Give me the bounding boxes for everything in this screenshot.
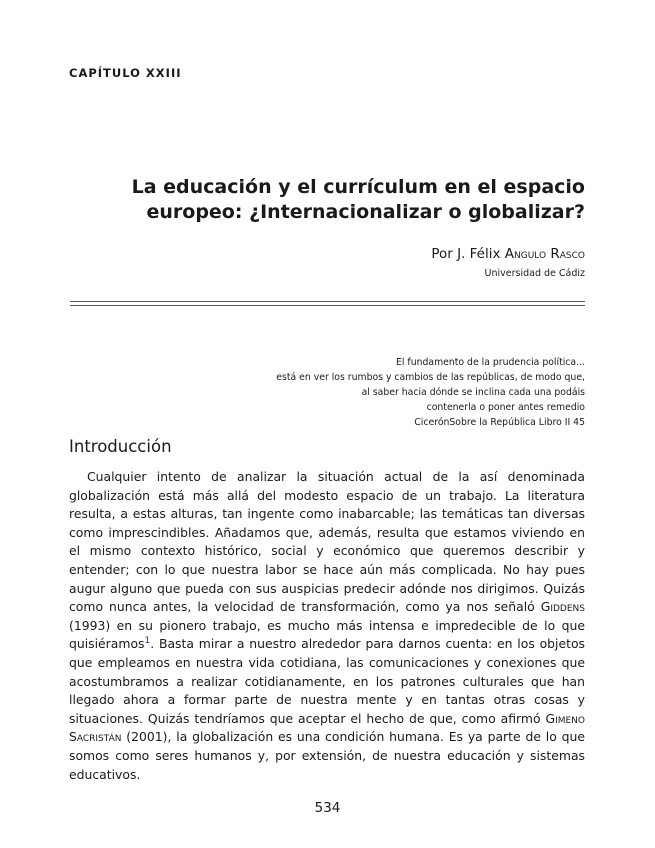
author-affiliation: Universidad de Cádiz <box>484 268 585 279</box>
citation-author: Gimeno Sacristán <box>69 710 585 745</box>
epigraph-line: al saber hacia dónde se inclina cada una podáis <box>361 387 585 398</box>
title-line-2: europeo: ¿Internacionalizar o globalizar? <box>146 201 585 223</box>
epigraph-line: contenerla o poner antes remedio <box>426 402 585 413</box>
body-paragraph <box>69 468 585 784</box>
footnote-link[interactable]: 1 <box>144 636 151 647</box>
author-byline <box>431 246 585 262</box>
author-prefix: Por J. Félix <box>431 246 505 262</box>
title-line-1: La educación y el currículum en el espacio <box>131 176 585 198</box>
epigraph-attribution: CicerónSobre la República Libro II 45 <box>414 417 585 428</box>
paragraph-text: . Basta mirar a nuestro alrededor para darnos cuenta: en los objetos que empleamos en nuestra vida cotidiana, las comunicaciones y conexiones que acostumbramos a realizar cotidianamente, en los patrones culturales que han llegado ahora a formar parte de nuestra mente y en tantas otras cosas y situaciones. Quizás tendríamos que aceptar el hecho de que, como afirmó <box>69 636 585 726</box>
paragraph-text: (1993) en su pionero trabajo, es mucho más intensa e impredecible de lo que quisiéramos <box>69 617 585 652</box>
paragraph-text: Cualquier intento de analizar la situación actual de la así denominada globalización está más allá del modesto espacio de un trabajo. La literatura resulta, a estas alturas, tan ingente como inabarcable; las temáticas tan diversas como imprescindibles. Añadamos que, además, resulta que estamos viviendo en el mismo contexto histórico, social y económico que queremos describir y entender; con lo que nuestra labor se hace aún más complicada. No hay pues augur alguno que pueda con sus auspicias predecir adónde nos dirigimos. Quizás como nunca antes, la velocidad de transformación, como ya nos señaló <box>69 469 585 615</box>
paragraph-text: (2001), la globalización es una condición humana. Es ya parte de lo que somos como seres humanos y, por extensión, de nuestra educación y sistemas educativos. <box>69 729 585 782</box>
epigraph <box>276 355 585 430</box>
article-title <box>65 175 585 225</box>
header-divider <box>70 301 585 306</box>
author-surname: Angulo Rasco <box>504 246 585 262</box>
chapter-label: CAPÍTULO XXIII <box>69 66 182 80</box>
epigraph-line: El fundamento de la prudencia política... <box>396 357 585 368</box>
citation-author: Giddens <box>540 599 585 615</box>
page-number: 534 <box>314 800 341 816</box>
section-heading: Introducción <box>69 437 172 456</box>
epigraph-line: está en ver los rumbos y cambios de las repúblicas, de modo que, <box>276 372 585 383</box>
